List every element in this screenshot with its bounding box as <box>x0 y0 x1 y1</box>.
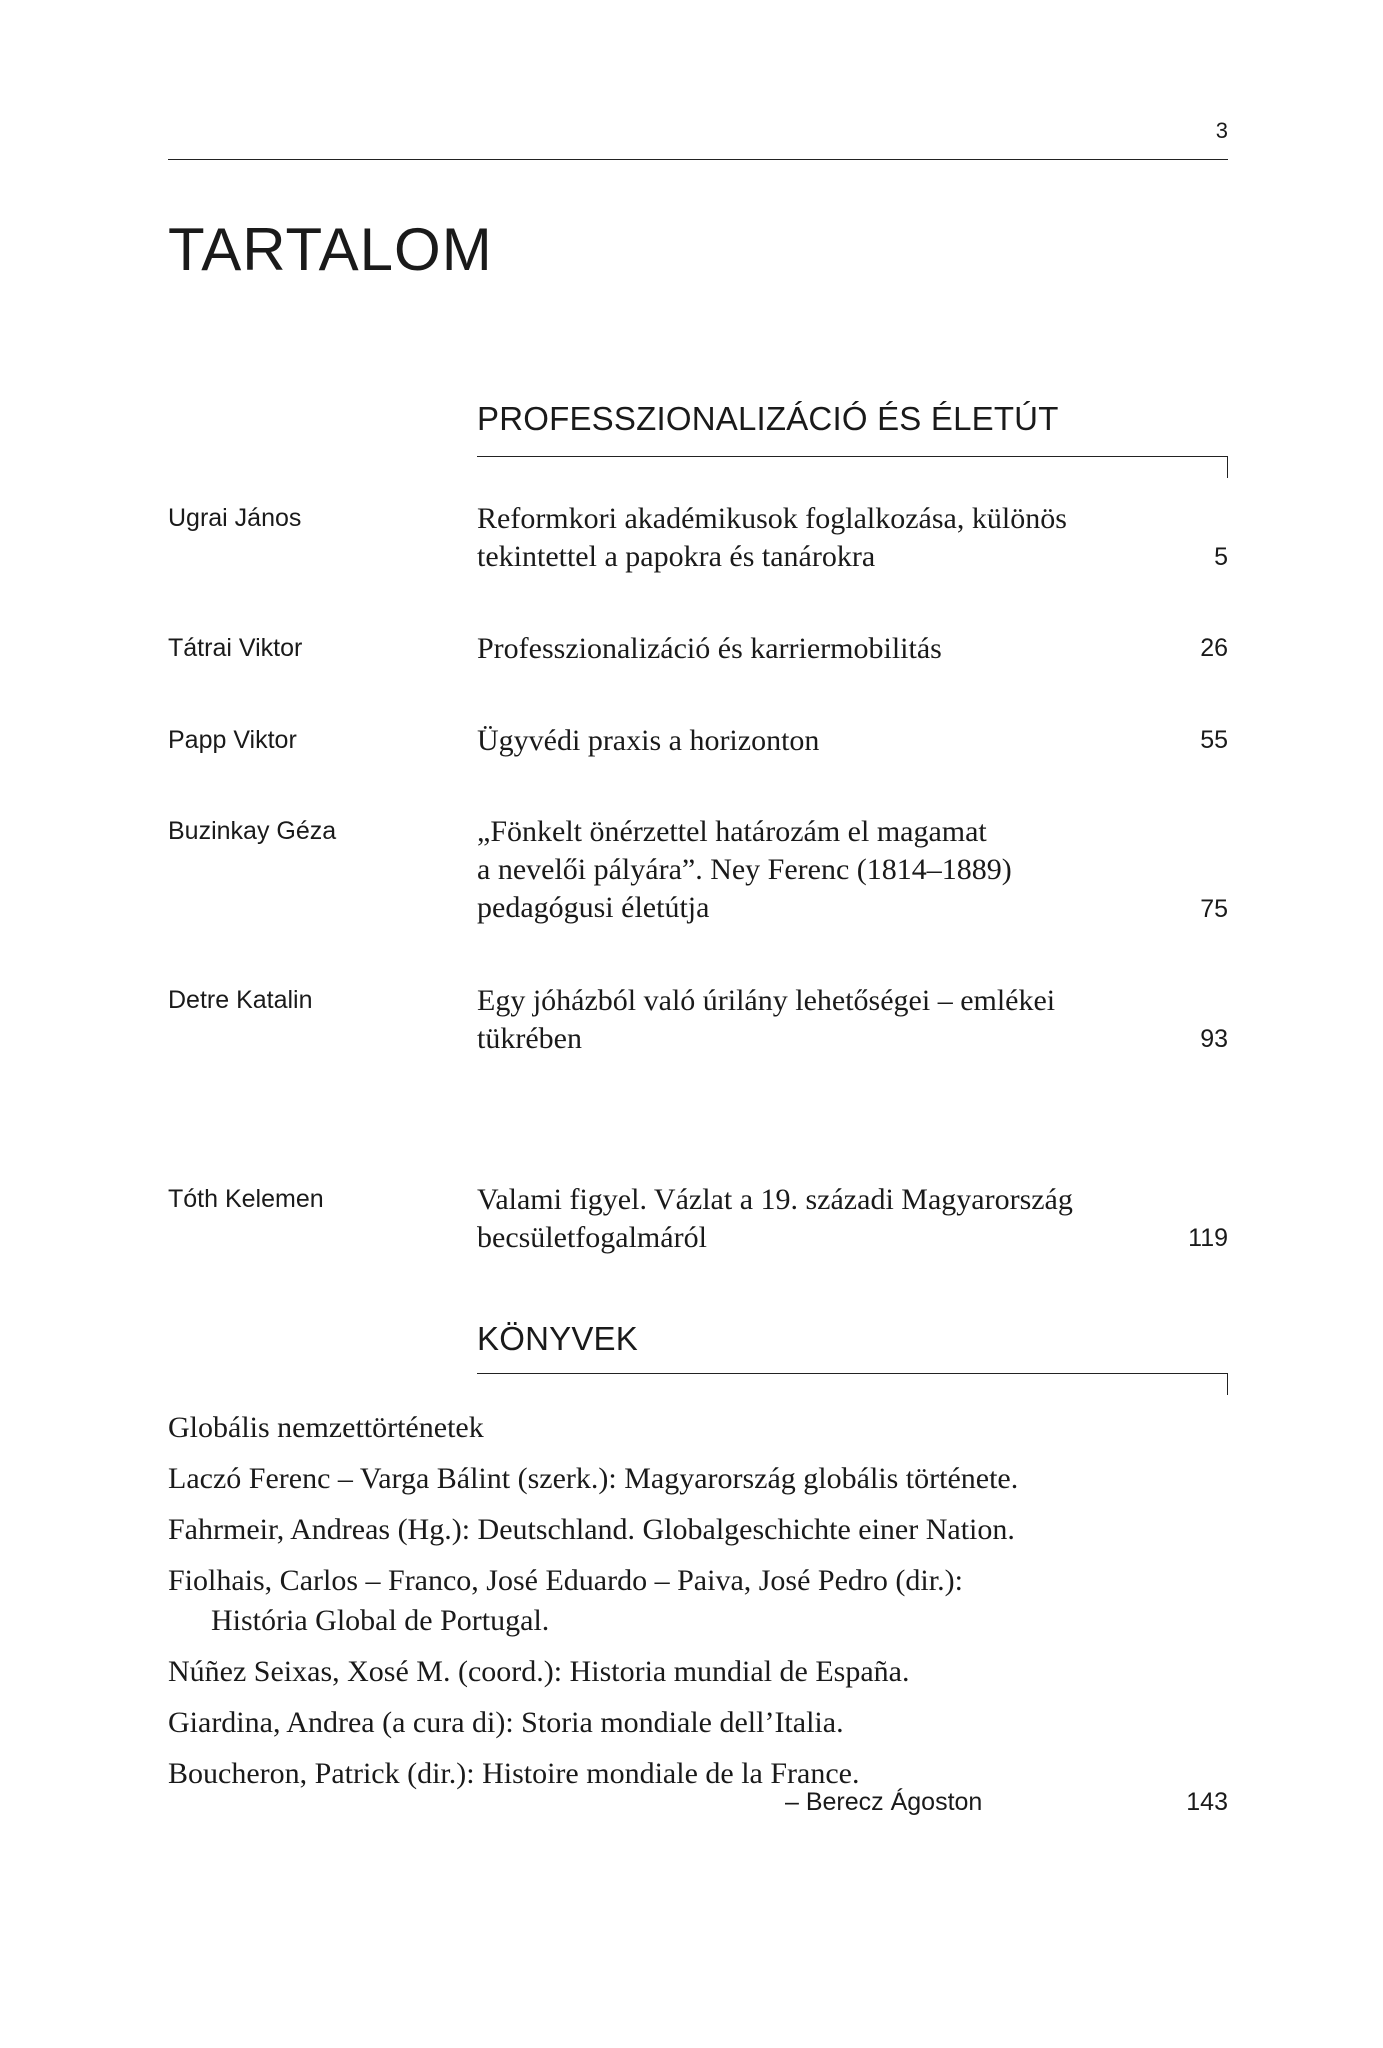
entry-author: Detre Katalin <box>168 986 313 1014</box>
book-item: Fiolhais, Carlos – Franco, José Eduardo – Paiva, José Pedro (dir.): <box>168 1564 963 1597</box>
entry-author: Tátrai Viktor <box>168 634 303 662</box>
entry-page-number: 93 <box>1200 1025 1228 1053</box>
entry-title[interactable] <box>477 630 1137 668</box>
entry-title-line: Valami figyel. Vázlat a 19. századi Magyarország <box>477 1183 1073 1216</box>
book-item: Boucheron, Patrick (dir.): Histoire mondiale de la France. <box>168 1757 860 1790</box>
book-item: Giardina, Andrea (a cura di): Storia mondiale dell’Italia. <box>168 1706 844 1739</box>
entry-title-line: pedagógusi életútja <box>477 891 710 924</box>
entry-page-number: 75 <box>1200 895 1228 923</box>
book-item: Laczó Ferenc – Varga Bálint (szerk.): Magyarország globális története. <box>168 1462 1019 1495</box>
section-rule <box>477 456 1228 457</box>
entry-title[interactable] <box>477 722 1137 760</box>
review-author: – Berecz Ágoston <box>785 1788 983 1816</box>
entry-author: Ugrai János <box>168 504 302 532</box>
book-review-list[interactable] <box>168 1408 1233 1794</box>
entry-title-line: „Fönkelt önérzettel határozám el magamat <box>477 815 987 848</box>
entry-title[interactable] <box>477 982 1137 1058</box>
page-title: TARTALOM <box>168 216 493 283</box>
section-heading-professzionalizacio: PROFESSZIONALIZÁCIÓ ÉS ÉLETÚT <box>477 400 1059 437</box>
section-rule-tick <box>1227 1373 1228 1395</box>
section-heading-konyvek: KÖNYVEK <box>477 1320 638 1357</box>
entry-page-number: 119 <box>1188 1224 1228 1252</box>
entry-title-line: Reformkori akadémikusok foglalkozása, különös <box>477 502 1067 535</box>
entry-title-line: tükrében <box>477 1022 582 1055</box>
page-number: 3 <box>1215 118 1228 143</box>
entry-title-line: a nevelői pályára”. Ney Ferenc (1814–1889) <box>477 853 1012 886</box>
header-rule <box>168 159 1228 160</box>
entry-title[interactable] <box>477 813 1137 927</box>
entry-author: Buzinkay Géza <box>168 817 337 845</box>
review-page-number: 143 <box>1186 1788 1228 1816</box>
section-rule <box>477 1373 1228 1374</box>
entry-page-number: 55 <box>1200 726 1228 754</box>
entry-title-line: tekintettel a papokra és tanárokra <box>477 540 876 573</box>
entry-title-line: becsületfogalmáról <box>477 1221 707 1254</box>
entry-author: Papp Viktor <box>168 726 297 754</box>
entry-title[interactable] <box>477 500 1137 576</box>
entry-title[interactable] <box>477 1181 1137 1257</box>
entry-title-line: Egy jóházból való úrilány lehetőségei – emlékei <box>477 984 1056 1017</box>
entry-page-number: 26 <box>1200 634 1228 662</box>
book-item-continuation: História Global de Portugal. <box>211 1604 550 1637</box>
book-item: Núñez Seixas, Xosé M. (coord.): Historia mundial de España. <box>168 1655 910 1688</box>
section-rule-tick <box>1227 456 1228 478</box>
entry-author: Tóth Kelemen <box>168 1185 324 1213</box>
entry-page-number: 5 <box>1214 543 1228 571</box>
book-list-heading: Globális nemzettörténetek <box>168 1411 484 1444</box>
entry-title-line: Professzionalizáció és karriermobilitás <box>477 632 942 665</box>
entry-title-line: Ügyvédi praxis a horizonton <box>477 724 820 757</box>
book-item: Fahrmeir, Andreas (Hg.): Deutschland. Globalgeschichte einer Nation. <box>168 1513 1015 1546</box>
